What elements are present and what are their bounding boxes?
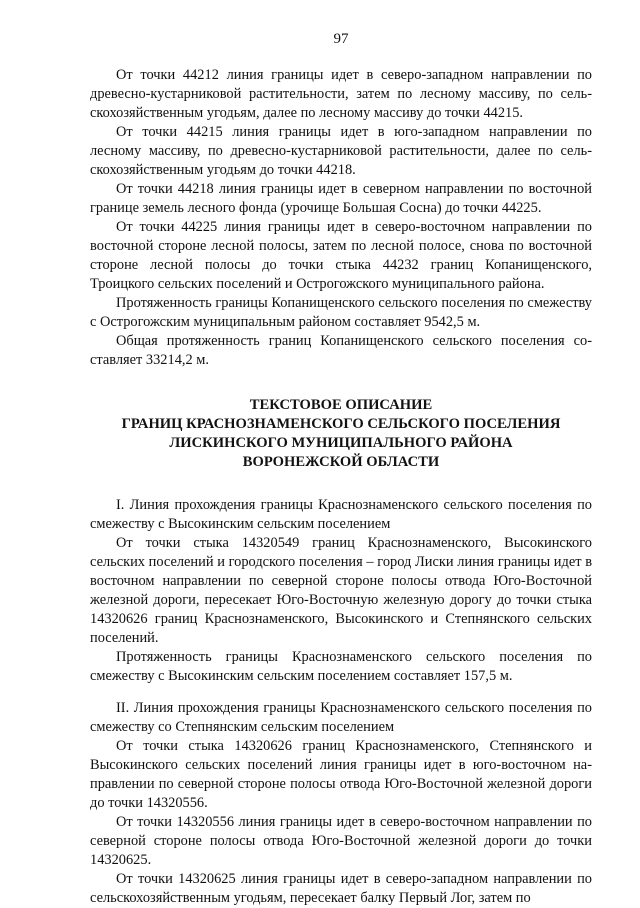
paragraph: От точки 44212 линия границы идет в северо-западном направлении по древесно-кустарниковой растительности, затем по лесному массиву, по сельскохозяйственным угодьям, далее по лесному массиву до точки 44215. [90, 67, 592, 121]
paragraph: От точки 14320625 линия границы идет в северо-западном направлении по сельскохозяйственным угодьям, пересекает балку Первый Лог, затем по [90, 871, 592, 906]
paragraph: От точки 44215 линия границы идет в юго-западном направлении по лесному массиву, по древесно-кустарниковой растительности, далее по сельскохозяйственным угодьям до точки 44218. [90, 124, 592, 178]
heading-line: ЛИСКИНСКОГО МУНИЦИПАЛЬНОГО РАЙОНА [169, 435, 513, 451]
paragraph: От точки стыка 14320549 границ Краснознаменского, Высокинского сельских поселений и городского поселения – город Лиски линия границы идет в восточном направлении по северной стороне полосы отвода Юго-Восточной железной дороги, пересекает Юго-Восточную железную дорогу до точки стыка 14320626 границ Краснознаменского, Высокинского и Степнянского сельских поселений. [90, 535, 592, 646]
section-1 [90, 496, 592, 686]
section-2 [90, 699, 592, 908]
paragraph: Протяженность границы Копанищенского сельского поселения по смежеству с Острогожским муниципальным районом составляет 9542,5 м. [90, 295, 592, 330]
paragraph: От точки 14320556 линия границы идет в северо-восточном направлении по северной стороне полосы отвода Юго-Восточной железной дороги до точки 14320625. [90, 814, 592, 868]
paragraph: От точки 44218 линия границы идет в северном направлении по восточной границе земель лесного фонда (урочище Большая Сосна) до точки 44225. [90, 181, 592, 216]
section-gap [90, 686, 592, 699]
paragraph: От точки 44225 линия границы идет в северо-восточном направлении по восточной стороне лесной полосы, затем по лесной полосе, снова по восточной стороне лесной полосы до точки стыка 44232 границ Копанищенского, Троицкого сельских поселений и Острогожского муниципального района. [90, 219, 592, 292]
paragraph: От точки стыка 14320626 границ Краснознаменского, Степнянского и Высокинского сельских поселений линия границы идет в юго-восточном направлении по северной стороне полосы отвода Юго-Восточной железной дороги до точки 14320556. [90, 738, 592, 811]
section-title: II. Линия прохождения границы Краснознаменского сельского поселения по смежеству со Степнянским сельским поселением [90, 700, 592, 735]
section-title: I. Линия прохождения границы Краснознаменского сельского поселения по смежеству с Высокинским сельским поселением [90, 497, 592, 532]
heading-line: ВОРОНЕЖСКОЙ ОБЛАСТИ [242, 454, 440, 470]
paragraph: Общая протяженность границ Копанищенского сельского поселения составляет 33214,2 м. [90, 333, 592, 368]
heading-line: ГРАНИЦ КРАСНОЗНАМЕНСКОГО СЕЛЬСКОГО ПОСЕЛЕНИЯ [121, 416, 561, 432]
section-heading [90, 396, 592, 472]
page-number: 97 [333, 31, 349, 47]
paragraph: Протяженность границы Краснознаменского сельского поселения по смежеству с Высокинским сельским поселением составляет 157,5 м. [90, 649, 592, 684]
boundary-description-block [90, 66, 592, 370]
heading-line: ТЕКСТОВОЕ ОПИСАНИЕ [249, 397, 433, 413]
